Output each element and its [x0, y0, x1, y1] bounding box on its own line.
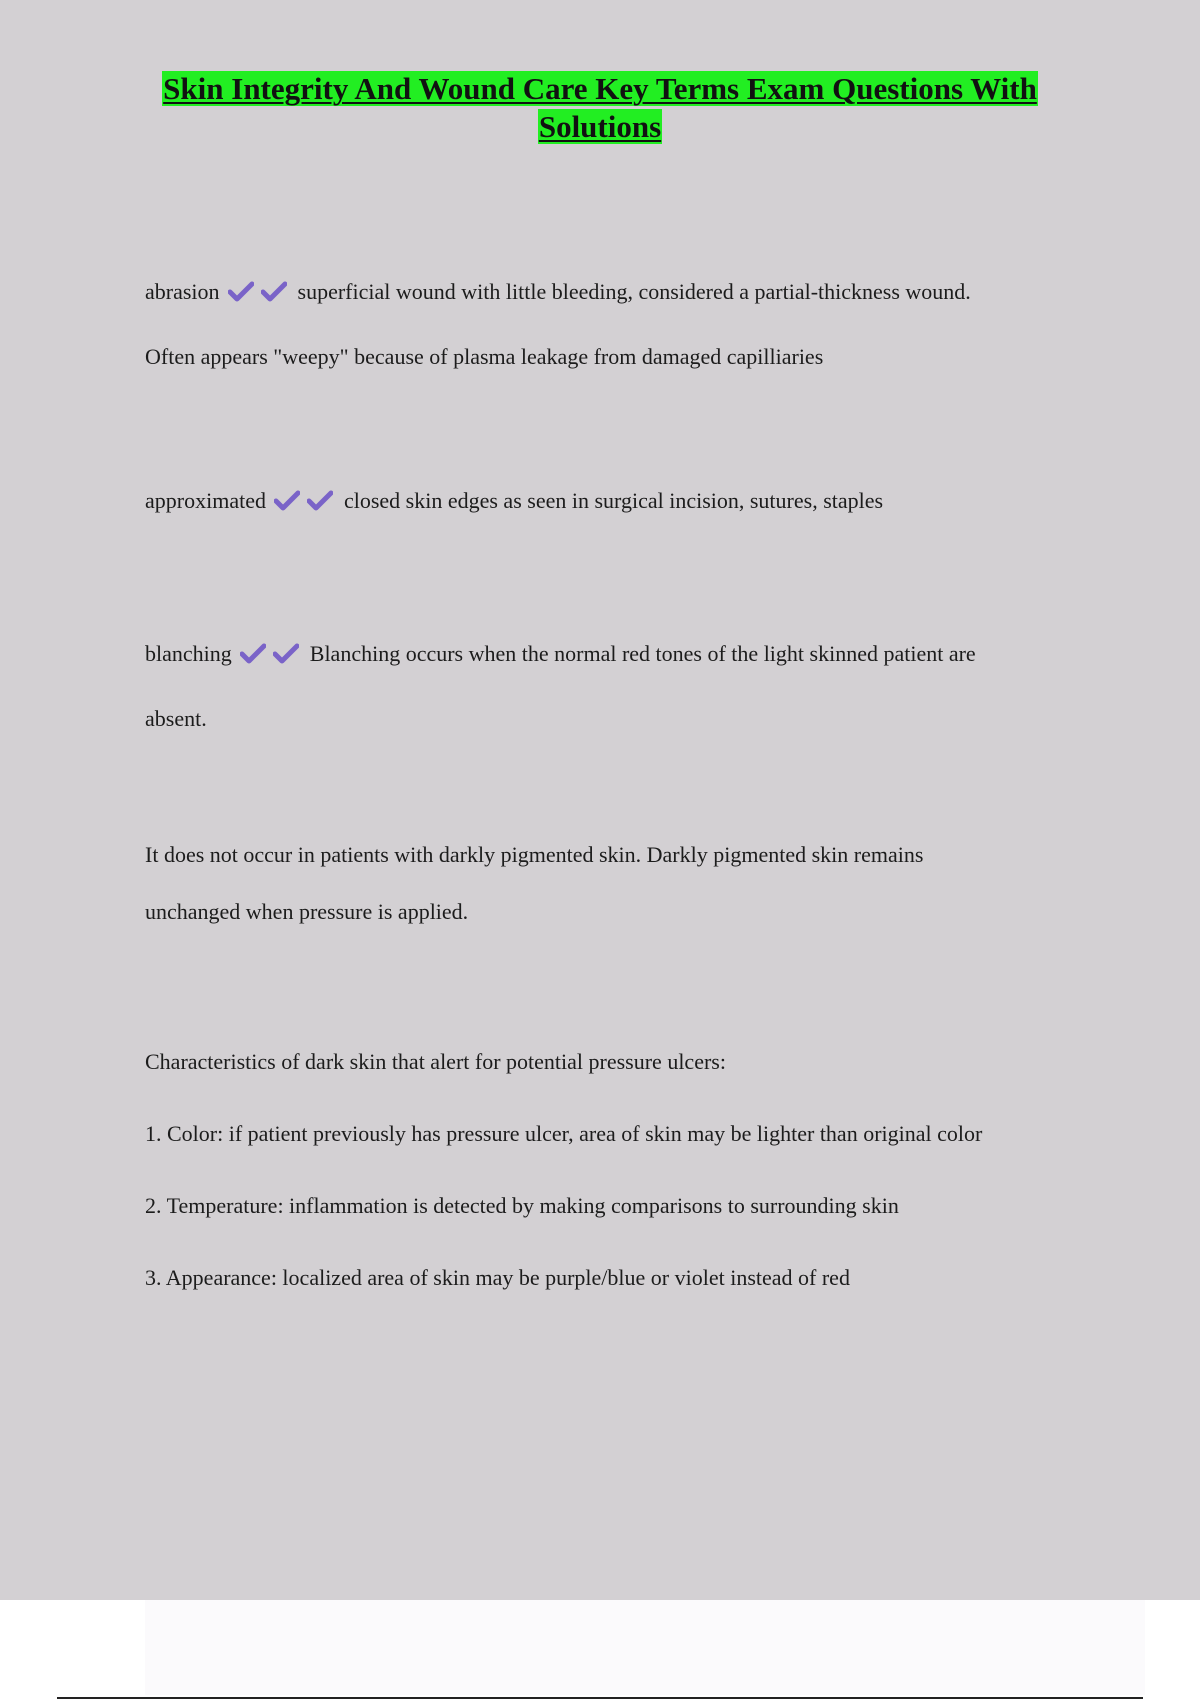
title-line-2: Solutions — [538, 109, 662, 144]
characteristics-section — [145, 1026, 1080, 1314]
check-icon — [240, 643, 266, 665]
list-item: 1. Color: if patient previously has pressure ulcer, area of skin may be lighter than original color — [145, 1121, 983, 1146]
definition-text-continued: absent. — [145, 706, 207, 731]
term-label: approximated — [145, 488, 266, 513]
check-marks — [228, 265, 294, 326]
term-label: abrasion — [145, 279, 220, 304]
check-icon — [274, 490, 300, 512]
list-item: 2. Temperature: inflammation is detected by making comparisons to surrounding skin — [145, 1193, 899, 1218]
title-line-1: Skin Integrity And Wound Care Key Terms Exam Questions With — [163, 71, 1037, 106]
footer-panel — [145, 1600, 1145, 1695]
check-icon — [228, 281, 254, 303]
definition-text: superficial wound with little bleeding, considered a partial-thickness wound. — [297, 279, 971, 304]
definition-text-continued: Often appears "weepy" because of plasma leakage from damaged capilliaries — [145, 344, 824, 369]
definition-text: Blanching occurs when the normal red tones of the light skinned patient are — [309, 641, 976, 666]
footer-divider — [57, 1697, 1143, 1699]
list-item: 3. Appearance: localized area of skin may be purple/blue or violet instead of red — [145, 1265, 850, 1290]
check-marks — [240, 627, 306, 688]
document-title — [100, 70, 1100, 146]
characteristics-heading: Characteristics of dark skin that alert for potential pressure ulcers: — [145, 1049, 726, 1074]
paragraph-dark-skin — [145, 826, 1080, 940]
check-icon — [273, 643, 299, 665]
definition-text: closed skin edges as seen in surgical incision, sutures, staples — [343, 488, 884, 513]
entry-abrasion — [145, 261, 1080, 387]
entry-blanching — [145, 623, 1080, 749]
entry-approximated — [145, 470, 1080, 535]
check-icon — [307, 490, 333, 512]
check-icon — [261, 281, 287, 303]
term-label: blanching — [145, 641, 232, 666]
check-marks — [274, 474, 340, 535]
paragraph-line-1: It does not occur in patients with darkly pigmented skin. Darkly pigmented skin remains — [145, 842, 924, 867]
paragraph-line-2: unchanged when pressure is applied. — [145, 899, 469, 924]
page-footer — [0, 1600, 1200, 1700]
